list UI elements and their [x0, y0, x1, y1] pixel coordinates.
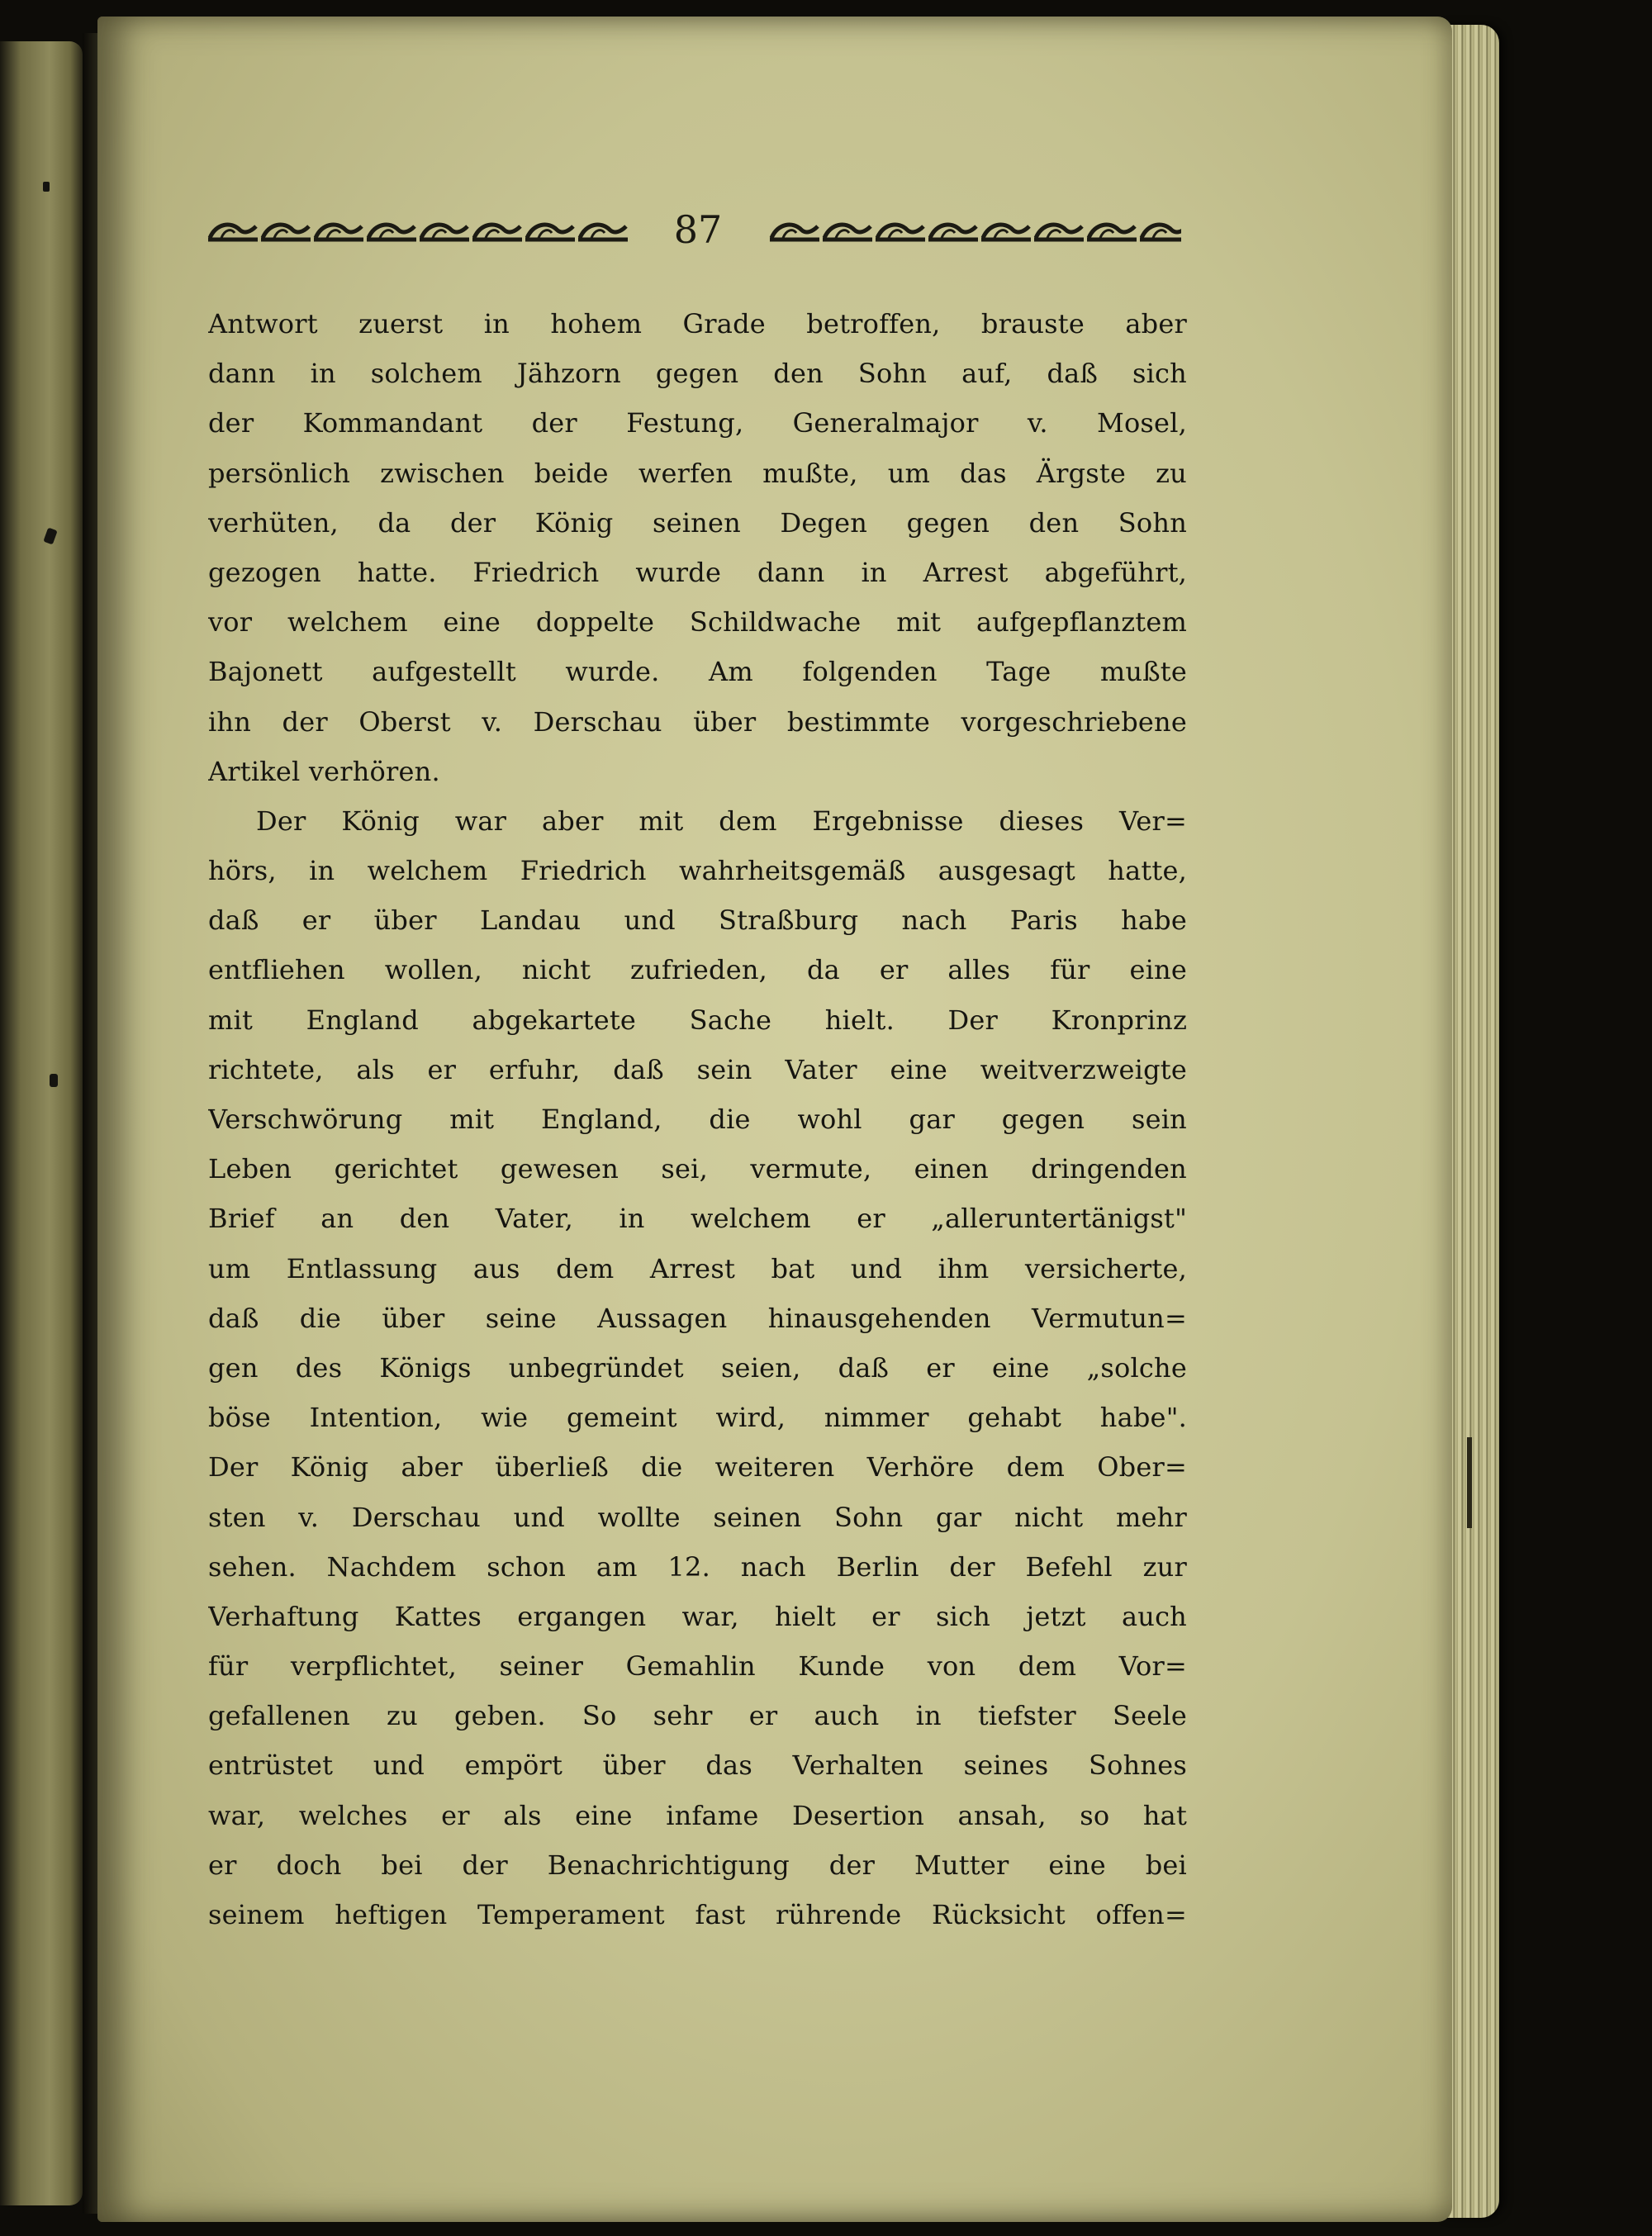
text-line: Verhaftung Kattes ergangen war, hielt er sich jetzt auch: [208, 1600, 1187, 1632]
text-line: persönlich zwischen beide werfen mußte, um das Ärgste zu: [208, 457, 1187, 489]
text-line: mit England abgekartete Sache hielt. Der Kronprinz: [208, 1004, 1187, 1036]
text-line: der Kommandant der Festung, Generalmajor v. Mosel,: [208, 407, 1187, 439]
text-line: seinem heftigen Temperament fast rührende Rücksicht offen=: [208, 1899, 1187, 1930]
text-line: war, welches er als eine infame Desertion ansah, so hat: [208, 1799, 1187, 1831]
text-line: Bajonett aufgestellt wurde. Am folgenden Tage mußte: [208, 656, 1187, 688]
text-line: daß die über seine Aussagen hinausgehenden Vermutun=: [208, 1302, 1187, 1334]
text-line: entfliehen wollen, nicht zufrieden, da er alles für eine: [208, 954, 1187, 986]
text-line: Brief an den Vater, in welchem er „alleruntertänigst": [208, 1203, 1187, 1235]
text-line: gezogen hatte. Friedrich wurde dann in Arrest abgeführt,: [208, 556, 1187, 588]
decorative-wave-border-icon: [206, 220, 628, 244]
text-line: hörs, in welchem Friedrich wahrheitsgemäß ausgesagt hatte,: [208, 855, 1187, 887]
text-line: dann in solchem Jähzorn gegen den Sohn auf, daß sich: [208, 358, 1187, 390]
facing-page-edge: [0, 41, 83, 2205]
page-crease: [1467, 1437, 1472, 1528]
text-line: Der König war aber mit dem Ergebnisse dieses Ver=: [256, 805, 1187, 837]
text-line: ihn der Oberst v. Derschau über bestimmte vorgeschriebene: [208, 705, 1187, 738]
text-line: böse Intention, wie gemeint wird, nimmer gehabt habe".: [208, 1402, 1187, 1434]
text-line: richtete, als er erfuhr, daß sein Vater eine weitverzweigte: [208, 1053, 1187, 1085]
text-line: Artikel verhören.: [208, 755, 440, 787]
text-line: er doch bei der Benachrichtigung der Mutter eine bei: [208, 1849, 1187, 1881]
text-line: sten v. Derschau und wollte seinen Sohn gar nicht mehr: [208, 1501, 1187, 1533]
body-text: [208, 299, 1187, 1939]
decorative-wave-border-icon: [768, 220, 1181, 244]
page-number: 87: [673, 207, 723, 252]
running-header: [206, 205, 1181, 258]
text-line: um Entlassung aus dem Arrest bat und ihm versicherte,: [208, 1252, 1187, 1284]
text-line: gefallenen zu geben. So sehr er auch in tiefster Seele: [208, 1700, 1187, 1732]
text-line: vor welchem eine doppelte Schildwache mit aufgepflanztem: [208, 606, 1187, 639]
text-line: Verschwörung mit England, die wohl gar gegen sein: [208, 1104, 1187, 1135]
text-line: Der König aber überließ die weiteren Verhöre dem Ober=: [208, 1451, 1187, 1484]
text-line: daß er über Landau und Straßburg nach Paris habe: [208, 904, 1187, 937]
text-line: für verpflichtet, seiner Gemahlin Kunde von dem Vor=: [208, 1650, 1187, 1683]
ink-speck: [50, 1074, 58, 1087]
text-line: Antwort zuerst in hohem Grade betroffen, brauste aber: [208, 308, 1187, 339]
text-line: sehen. Nachdem schon am 12. nach Berlin der Befehl zur: [208, 1550, 1187, 1583]
text-line: entrüstet und empört über das Verhalten seines Sohnes: [208, 1749, 1187, 1782]
ink-speck: [43, 182, 50, 192]
text-line: Leben gerichtet gewesen sei, vermute, einen dringenden: [208, 1153, 1187, 1185]
text-line: verhüten, da der König seinen Degen gegen den Sohn: [208, 506, 1187, 539]
text-line: gen des Königs unbegründet seien, daß er eine „solche: [208, 1351, 1187, 1384]
